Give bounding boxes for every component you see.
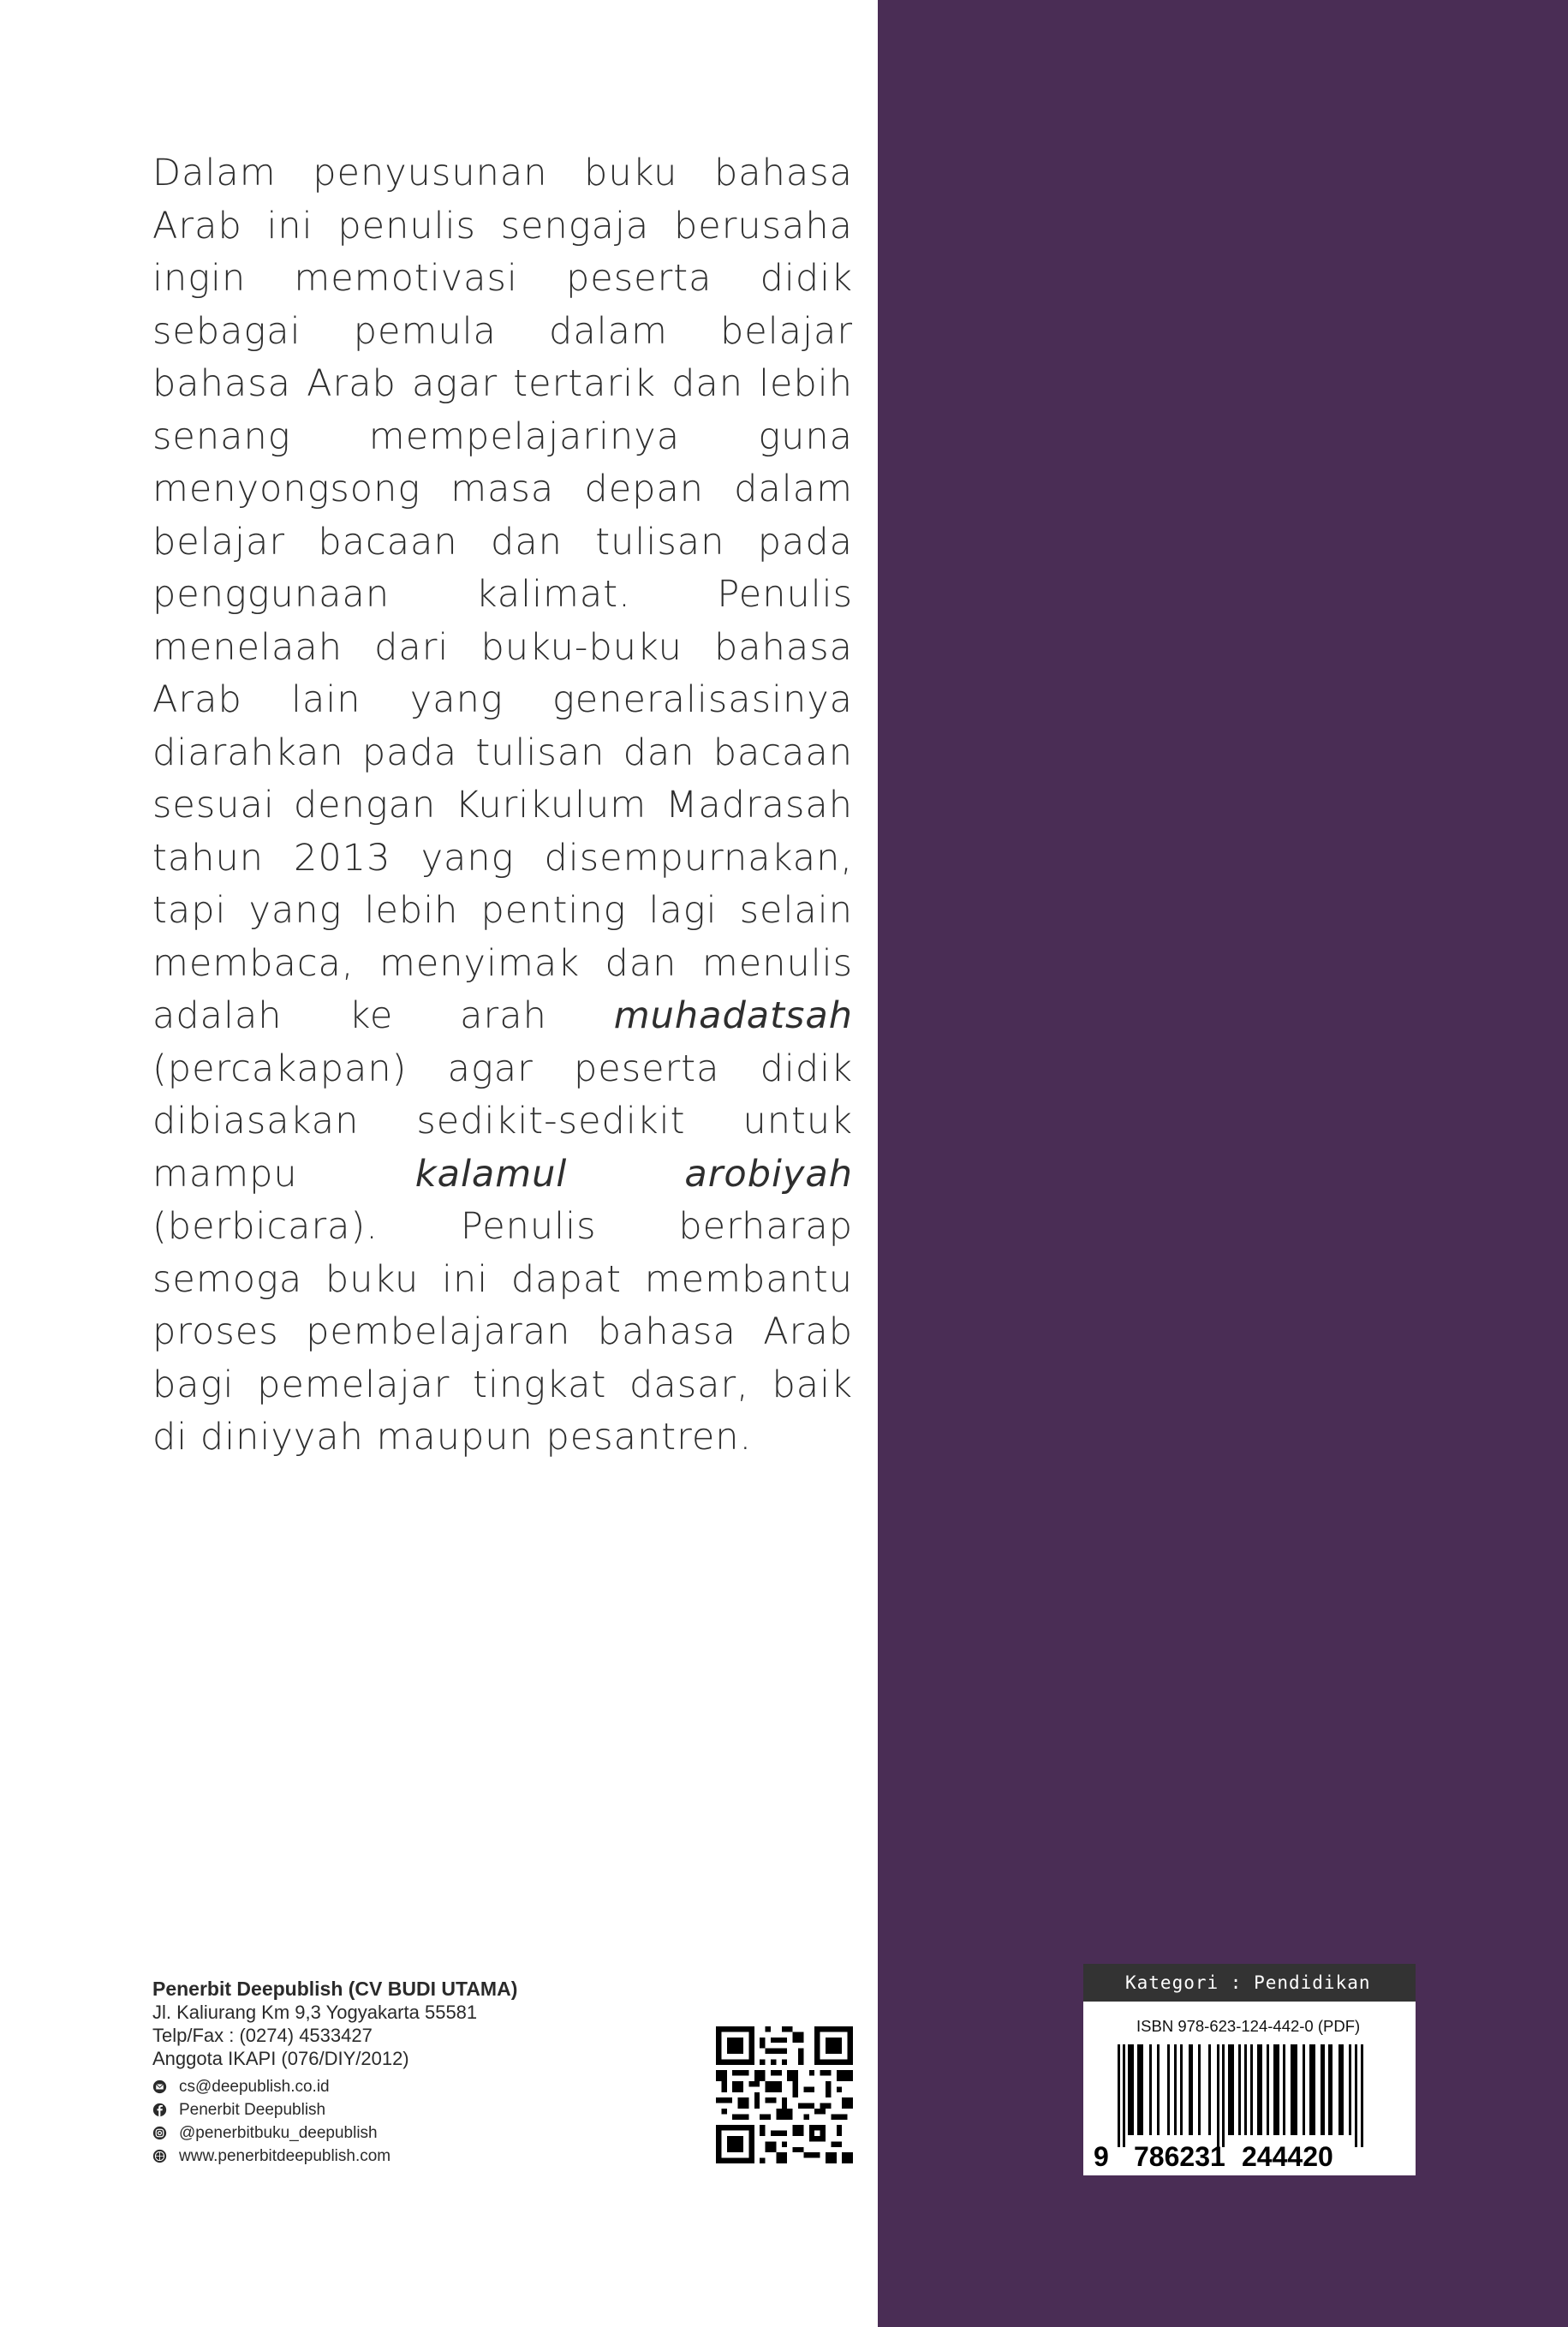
- web-icon: [152, 2149, 167, 2163]
- blurb-italic-term: kalamul arobiyah: [414, 1152, 853, 1196]
- contact-facebook: [152, 2098, 632, 2121]
- publisher-name: Penerbit Deepublish (CV BUDI UTAMA): [152, 1978, 518, 2000]
- contact-list: [152, 2075, 632, 2168]
- barcode-right-digits: 244420: [1242, 2141, 1333, 2172]
- barcode-area: [1083, 2002, 1416, 2175]
- back-cover-blurb: [152, 147, 853, 1465]
- isbn-barcode-block: [1083, 1964, 1416, 2175]
- publisher-address: Jl. Kaliurang Km 9,3 Yogyakarta 55581: [152, 2002, 478, 2023]
- contact-instagram: [152, 2121, 632, 2145]
- facebook-icon: [152, 2103, 167, 2117]
- blurb-text: (percakapan) agar peserta didik dibiasakan sedikit-sedikit untuk mampu: [152, 1047, 853, 1196]
- instagram-icon: [152, 2126, 167, 2140]
- publisher-phone: Telp/Fax : (0274) 4533427: [152, 2025, 373, 2046]
- contact-email: [152, 2075, 632, 2098]
- blurb-italic-term: muhadatsah: [613, 994, 853, 1037]
- contact-text: www.penerbitdeepublish.com: [179, 2147, 391, 2165]
- barcode-first-digit: 9: [1094, 2141, 1109, 2172]
- contact-text: cs@deepublish.co.id: [179, 2078, 330, 2096]
- qr-code-icon: [716, 2026, 853, 2163]
- email-icon: [152, 2079, 167, 2094]
- blurb-text: (berbicara). Penulis berharap semoga buku ini dapat membantu proses pembelajaran bahasa Arab bagi pemelajar tingkat dasar, baik di diniyyah maupun pesantren.: [152, 1205, 853, 1459]
- barcode-left-digits: 786231: [1134, 2141, 1225, 2172]
- publisher-membership: Anggota IKAPI (076/DIY/2012): [152, 2048, 409, 2069]
- publisher-info: [152, 1977, 632, 2168]
- blurb-text: Dalam penyusunan buku bahasa Arab ini penulis sengaja berusaha ingin memotivasi peserta didik sebagai pemula dalam belajar bahasa Arab agar tertarik dan lebih senang mempelajarinya guna menyongsong masa depan dalam belajar bacaan dan tulisan pada penggunaan kalimat. Penulis menelaah dari buku-buku bahasa Arab lain yang generalisasinya diarahkan pada tulisan dan bacaan sesuai dengan Kurikulum Madrasah tahun 2013 yang disempurnakan, tapi yang lebih penting lagi selain membaca, menyimak dan menulis adalah ke arah: [152, 152, 853, 1037]
- contact-text: Penerbit Deepublish: [179, 2101, 326, 2119]
- barcode-icon: [1083, 2002, 1416, 2175]
- isbn-number: ISBN 978-623-124-442-0 (PDF): [1136, 2017, 1361, 2035]
- contact-website: [152, 2145, 632, 2168]
- contact-text: @penerbitbuku_deepublish: [179, 2124, 378, 2142]
- category-label: Kategori : Pendidikan: [1083, 1964, 1416, 2002]
